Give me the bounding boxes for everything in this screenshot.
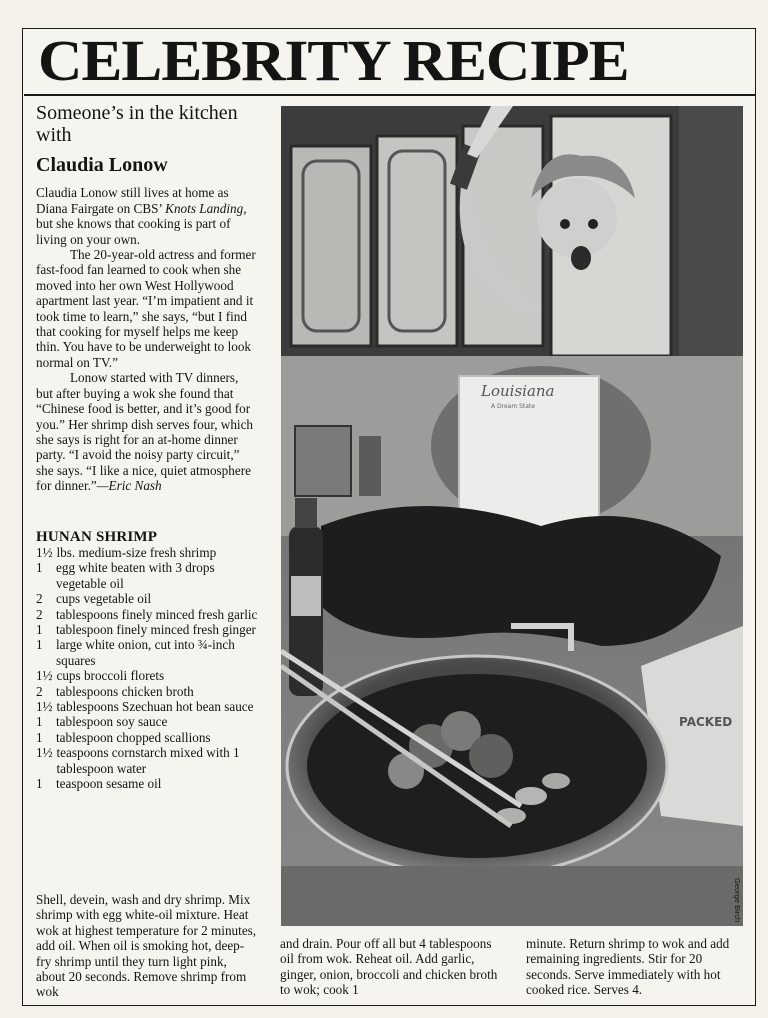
ingredient-qty: 1 [36, 776, 43, 792]
ingredient-item [36, 745, 258, 776]
ingredient-qty: 2 [36, 591, 43, 607]
ingredient-text: tablespoons finely minced fresh garlic [56, 606, 258, 622]
photo-credit: George Birch [733, 878, 742, 923]
directions-col-2: and drain. Pour off all but 4 tablespoons oil from wok. Reheat oil. Add garlic, ginger, onion, broccoli and chicken broth to wok; cook 1 [280, 936, 498, 998]
ingredient-item [36, 591, 258, 606]
ingredient-qty: 1 [36, 621, 43, 637]
apron-subtext: A Dream State [491, 403, 535, 410]
ingredient-item [36, 668, 258, 683]
ingredient-item [36, 684, 258, 699]
masthead [24, 28, 756, 96]
directions-col-1: Shell, devein, wash and dry shrimp. Mix shrimp with egg white-oil mixture. Heat wok at highest temperature for 2 minutes, add oil. When oil is smoking hot, deep-fry shrimp until they turn light pink, about 20 seconds. Remove shrimp from wok [36, 892, 257, 1000]
ingredient-item [36, 560, 258, 591]
intro-paragraph-2: The 20-year-old actress and former fast-food fan learned to cook when she moved into her own West Hollywood apartment last year. “I’m impatient and it took time to learn,” she says, “but I find that cooking for myself helps me keep thin. You have to be underweight to look normal on TV.” [36, 247, 256, 370]
ingredient-qty: 1½ [36, 745, 53, 761]
intro-text: Claudia Lonow still lives at home as Diana Fairgate on CBS’ [36, 185, 229, 216]
ingredient-qty: 2 [36, 606, 43, 622]
ingredient-qty: 1 [36, 714, 43, 730]
ingredient-qty: 1 [36, 560, 43, 576]
show-title: Knots Landing, [165, 200, 247, 216]
masthead-title: CELEBRITY RECIPE [38, 28, 629, 93]
ingredient-text: tablespoons chicken broth [56, 683, 194, 699]
intro-paragraph-3 [36, 370, 258, 493]
ingredient-text: large white onion, cut into ¾-inch squares [56, 637, 235, 668]
ingredient-text: tablespoons Szechuan hot bean sauce [56, 699, 254, 714]
article-deck: Someone’s in the kitchen with [36, 102, 238, 146]
ingredient-item [36, 776, 258, 791]
ingredient-text: egg white beaten with 3 drops vegetable oil [56, 560, 215, 591]
ingredient-qty: 1½ [36, 668, 53, 684]
ingredient-text: tablespoon chopped scallions [56, 729, 211, 745]
apron-text: Louisiana [481, 382, 555, 400]
intro-paragraph-1 [36, 185, 258, 247]
photo-illustration [281, 106, 743, 926]
ingredient-text: teaspoon sesame oil [56, 776, 162, 792]
ingredient-qty: 2 [36, 683, 43, 699]
ingredient-text: teaspoons cornstarch mixed with 1 tablespoon water [56, 745, 240, 776]
ingredient-text: cups vegetable oil [56, 591, 152, 607]
bag-text: PACKED [679, 715, 733, 729]
article-intro [36, 185, 258, 493]
ingredient-item [36, 714, 258, 729]
ingredient-item [36, 545, 258, 560]
ingredient-item [36, 607, 258, 622]
ingredient-qty: 1½ [36, 699, 53, 714]
ingredient-item [36, 637, 258, 668]
intro-text: Lonow started with TV dinners, but after buying a wok she found that “Chinese food is better, and it’s good for you.” Her shrimp dish serves four, which she says is right for an at-home dinner party. “I avoid the noisy party circuit,” she says. “I like a nice, quiet atmosphere for dinner.” [36, 370, 254, 494]
ingredient-qty: 1½ [36, 544, 53, 560]
ingredient-item [36, 730, 258, 745]
ingredient-text: lbs. medium-size fresh shrimp [56, 544, 217, 560]
ingredient-text: tablespoon soy sauce [56, 714, 168, 730]
recipe-title: HUNAN SHRIMP [36, 528, 158, 545]
article-name: Claudia Lonow [36, 154, 168, 176]
byline: —Eric Nash [96, 478, 162, 494]
celebrity-photo [281, 106, 743, 926]
ingredient-text: tablespoon finely minced fresh ginger [56, 621, 256, 637]
left-column [36, 102, 258, 791]
ingredient-item [36, 699, 258, 714]
ingredient-qty: 1 [36, 729, 43, 745]
ingredient-text: cups broccoli florets [56, 668, 165, 684]
ingredient-item [36, 622, 258, 637]
directions-col-3: minute. Return shrimp to wok and add remaining ingredients. Stir for 20 seconds. Serve immediately with hot cooked rice. Serves 4. [526, 936, 730, 998]
intro-text: but she knows that cooking is part of living on your own. [36, 216, 231, 247]
ingredient-list [36, 545, 258, 792]
ingredient-qty: 1 [36, 637, 43, 653]
